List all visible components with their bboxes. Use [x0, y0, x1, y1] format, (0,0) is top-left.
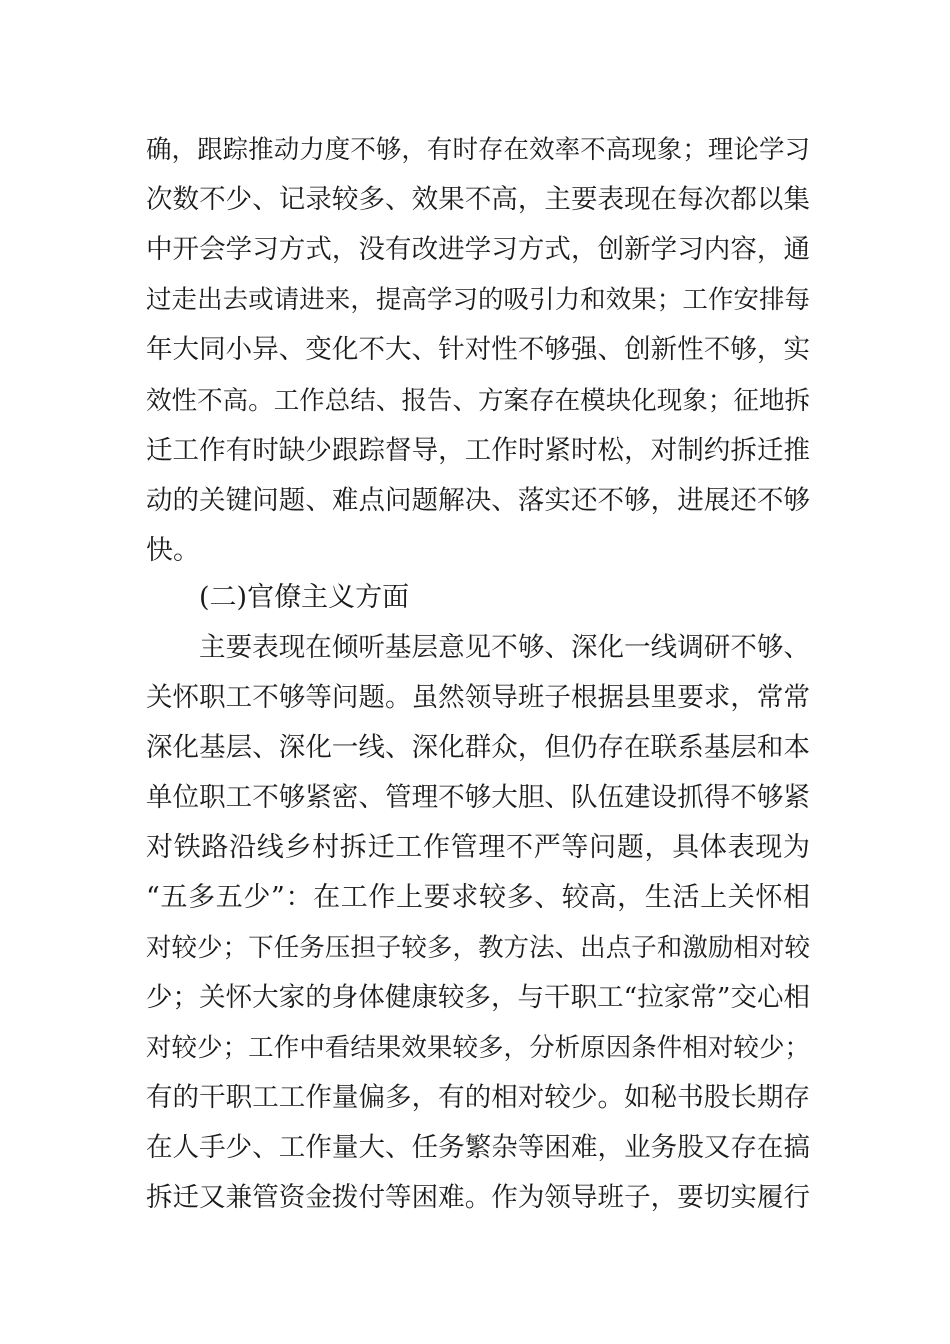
paragraph-1-line-9: 快。 [146, 535, 200, 566]
paragraph-1-line-8: 动的关键问题、难点问题解决、落实还不够，进展还不够 [146, 485, 810, 516]
paragraph-2-line-1: 主要表现在倾听基层意见不够、深化一线调研不够、 [199, 632, 810, 663]
paragraph-2-line-2: 关怀职工不够等问题。虽然领导班子根据县里要求，常常 [146, 682, 810, 713]
paragraph-1-line-1: 确，跟踪推动力度不够，有时存在效率不高现象；理论学习 [146, 135, 810, 165]
paragraph-2-line-9: 对较少；工作中看结果效果较多，分析原因条件相对较少； [146, 1033, 810, 1063]
paragraph-2-line-12: 拆迁又兼管资金拨付等困难。作为领导班子，要切实履行 [146, 1182, 810, 1213]
paragraph-2-line-10: 有的干职工工作量偏多，有的相对较少。如秘书股长期存 [146, 1082, 810, 1113]
paragraph-2-line-6: “五多五少”：在工作上要求较多、较高，生活上关怀相 [146, 882, 810, 913]
paragraph-1-line-2: 次数不少、记录较多、效果不高，主要表现在每次都以集 [146, 184, 810, 215]
paragraph-2-line-3: 深化基层、深化一线、深化群众，但仍存在联系基层和本 [146, 732, 810, 763]
paragraph-2-line-7: 对较少；下任务压担子较多，教方法、出点子和激励相对较 [146, 933, 810, 963]
paragraph-1-line-4: 过走出去或请进来，提高学习的吸引力和效果；工作安排每 [146, 285, 810, 315]
paragraph-1-line-7: 迁工作有时缺少跟踪督导，工作时紧时松，对制约拆迁推 [146, 435, 810, 466]
paragraph-2-line-11: 在人手少、工作量大、任务繁杂等困难，业务股又存在搞 [146, 1132, 810, 1163]
paragraph-1-line-3: 中开会学习方式，没有改进学习方式，创新学习内容，通 [146, 234, 810, 265]
paragraph-2-line-4: 单位职工不够紧密、管理不够大胆、队伍建设抓得不够紧 [146, 782, 810, 813]
paragraph-2-line-8: 少；关怀大家的身体健康较多，与干职工“拉家常”交心相 [146, 982, 810, 1013]
section-heading: (二)官僚主义方面 [199, 582, 410, 613]
paragraph-2-line-5: 对铁路沿线乡村拆迁工作管理不严等问题，具体表现为 [146, 832, 810, 863]
paragraph-1-line-5: 年大同小异、变化不大、针对性不够强、创新性不够，实 [146, 334, 810, 365]
paragraph-1-line-6: 效性不高。工作总结、报告、方案存在模块化现象；征地拆 [146, 386, 810, 416]
